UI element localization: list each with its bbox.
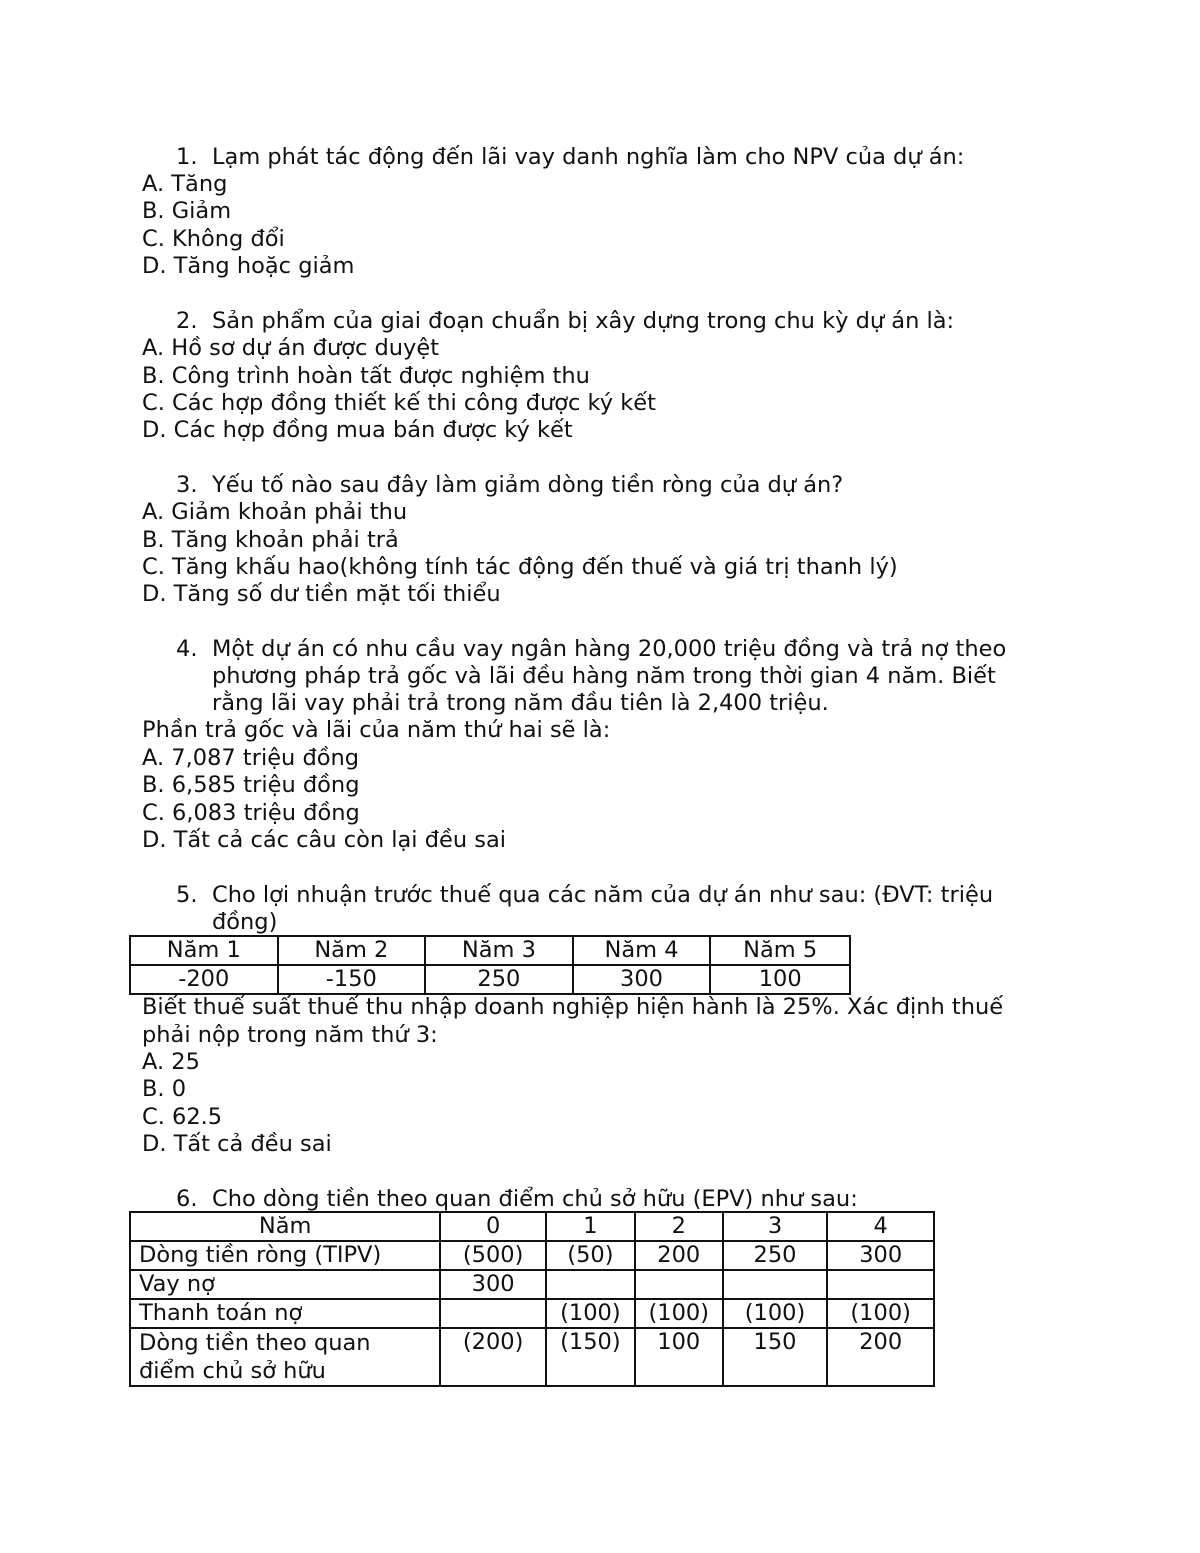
table-row-label: Dòng tiền theo quan điểm chủ sở hữu: [130, 1328, 440, 1386]
table-header-cell: Năm 1: [130, 936, 278, 965]
question-1-option-d: D. Tăng hoặc giảm: [142, 253, 355, 279]
table-cell: -150: [278, 965, 426, 994]
table-cell: -200: [130, 965, 278, 994]
table-header-cell: 3: [723, 1212, 828, 1241]
table-row: [130, 1241, 934, 1270]
table-cell: (500): [440, 1241, 546, 1270]
table-cell: 100: [710, 965, 850, 994]
table-header-cell: 4: [827, 1212, 934, 1241]
question-5-text-line-2: đồng): [212, 909, 278, 935]
question-5-number: 5.: [176, 882, 198, 908]
table-header-cell: 0: [440, 1212, 546, 1241]
table-cell: [827, 1270, 934, 1299]
question-5-option-b: B. 0: [142, 1076, 187, 1102]
question-3-option-b: B. Tăng khoản phải trả: [142, 527, 399, 553]
question-2-option-a: A. Hồ sơ dự án được duyệt: [142, 335, 440, 361]
table-header-cell: 1: [546, 1212, 635, 1241]
table-row-label: Thanh toán nợ: [130, 1299, 440, 1328]
question-4-option-b: B. 6,585 triệu đồng: [142, 772, 360, 798]
question-3-option-a: A. Giảm khoản phải thu: [142, 499, 408, 525]
table-cell: (100): [723, 1299, 828, 1328]
table-cell: (50): [546, 1241, 635, 1270]
question-2-option-b: B. Công trình hoàn tất được nghiệm thu: [142, 363, 590, 389]
question-3-number: 3.: [176, 472, 198, 498]
question-4-prompt: Phần trả gốc và lãi của năm thứ hai sẽ là:: [142, 717, 611, 743]
table-row-label: Dòng tiền ròng (TIPV): [130, 1241, 440, 1270]
question-3-text: Yếu tố nào sau đây làm giảm dòng tiền ròng của dự án?: [212, 472, 844, 498]
table-cell: [635, 1270, 723, 1299]
table-row: [130, 1270, 934, 1299]
table-cell: 250: [425, 965, 573, 994]
table-cell: [723, 1270, 828, 1299]
table-header-cell: Năm 3: [425, 936, 573, 965]
table-row: [130, 1212, 934, 1241]
table-cell: (100): [635, 1299, 723, 1328]
table-row: [130, 965, 850, 994]
question-5-option-a: A. 25: [142, 1049, 200, 1075]
question-4-number: 4.: [176, 636, 198, 662]
table-header-cell: Năm: [130, 1212, 440, 1241]
table-header-cell: Năm 4: [573, 936, 711, 965]
question-2-text: Sản phẩm của giai đoạn chuẩn bị xây dựng trong chu kỳ dự án là:: [212, 308, 955, 334]
question-3-option-c: C. Tăng khấu hao(không tính tác động đến thuế và giá trị thanh lý): [142, 554, 898, 580]
table-cell: (100): [827, 1299, 934, 1328]
question-2-option-d: D. Các hợp đồng mua bán được ký kết: [142, 417, 573, 443]
cashflow-table: [129, 1211, 935, 1387]
question-5-option-d: D. Tất cả đều sai: [142, 1131, 332, 1157]
question-2-number: 2.: [176, 308, 198, 334]
table-cell: 250: [723, 1241, 828, 1270]
table-cell: (100): [546, 1299, 635, 1328]
table-cell: 200: [827, 1328, 934, 1386]
question-5-prompt-line-2: phải nộp trong năm thứ 3:: [142, 1022, 438, 1048]
question-2-option-c: C. Các hợp đồng thiết kế thi công được ký kết: [142, 390, 656, 416]
question-1-number: 1.: [176, 144, 198, 170]
table-cell: (200): [440, 1328, 546, 1386]
table-cell: 300: [827, 1241, 934, 1270]
question-4-option-a: A. 7,087 triệu đồng: [142, 745, 360, 771]
question-4-text-line-1: Một dự án có nhu cầu vay ngân hàng 20,000 triệu đồng và trả nợ theo: [212, 636, 1007, 662]
question-5-option-c: C. 62.5: [142, 1104, 223, 1130]
question-1-option-a: A. Tăng: [142, 171, 228, 197]
question-6-number: 6.: [176, 1186, 198, 1212]
table-cell: 300: [440, 1270, 546, 1299]
question-6-text: Cho dòng tiền theo quan điểm chủ sở hữu (EPV) như sau:: [212, 1186, 858, 1212]
question-4-text-line-3: rằng lãi vay phải trả trong năm đầu tiên là 2,400 triệu.: [212, 690, 829, 716]
question-5-prompt-line-1: Biết thuế suất thuế thu nhập doanh nghiệp hiện hành là 25%. Xác định thuế: [142, 994, 1004, 1020]
question-4-text-line-2: phương pháp trả gốc và lãi đều hàng năm trong thời gian 4 năm. Biết: [212, 663, 996, 689]
table-header-cell: Năm 5: [710, 936, 850, 965]
table-row: [130, 1299, 934, 1328]
table-row: [130, 936, 850, 965]
table-cell: [546, 1270, 635, 1299]
table-cell: 100: [635, 1328, 723, 1386]
table-cell: 200: [635, 1241, 723, 1270]
table-row-label: Vay nợ: [130, 1270, 440, 1299]
question-4-option-c: C. 6,083 triệu đồng: [142, 800, 360, 826]
table-cell: (150): [546, 1328, 635, 1386]
table-row: [130, 1328, 934, 1386]
question-1-option-c: C. Không đổi: [142, 226, 285, 252]
question-1-option-b: B. Giảm: [142, 198, 232, 224]
table-header-cell: 2: [635, 1212, 723, 1241]
question-3-option-d: D. Tăng số dư tiền mặt tối thiểu: [142, 581, 501, 607]
table-cell: [440, 1299, 546, 1328]
table-cell: 300: [573, 965, 711, 994]
table-cell: 150: [723, 1328, 828, 1386]
question-5-text-line-1: Cho lợi nhuận trước thuế qua các năm của dự án như sau: (ĐVT: triệu: [212, 882, 994, 908]
table-header-cell: Năm 2: [278, 936, 426, 965]
question-1-text: Lạm phát tác động đến lãi vay danh nghĩa làm cho NPV của dự án:: [212, 144, 965, 170]
profit-table: [129, 935, 851, 995]
question-4-option-d: D. Tất cả các câu còn lại đều sai: [142, 827, 506, 853]
